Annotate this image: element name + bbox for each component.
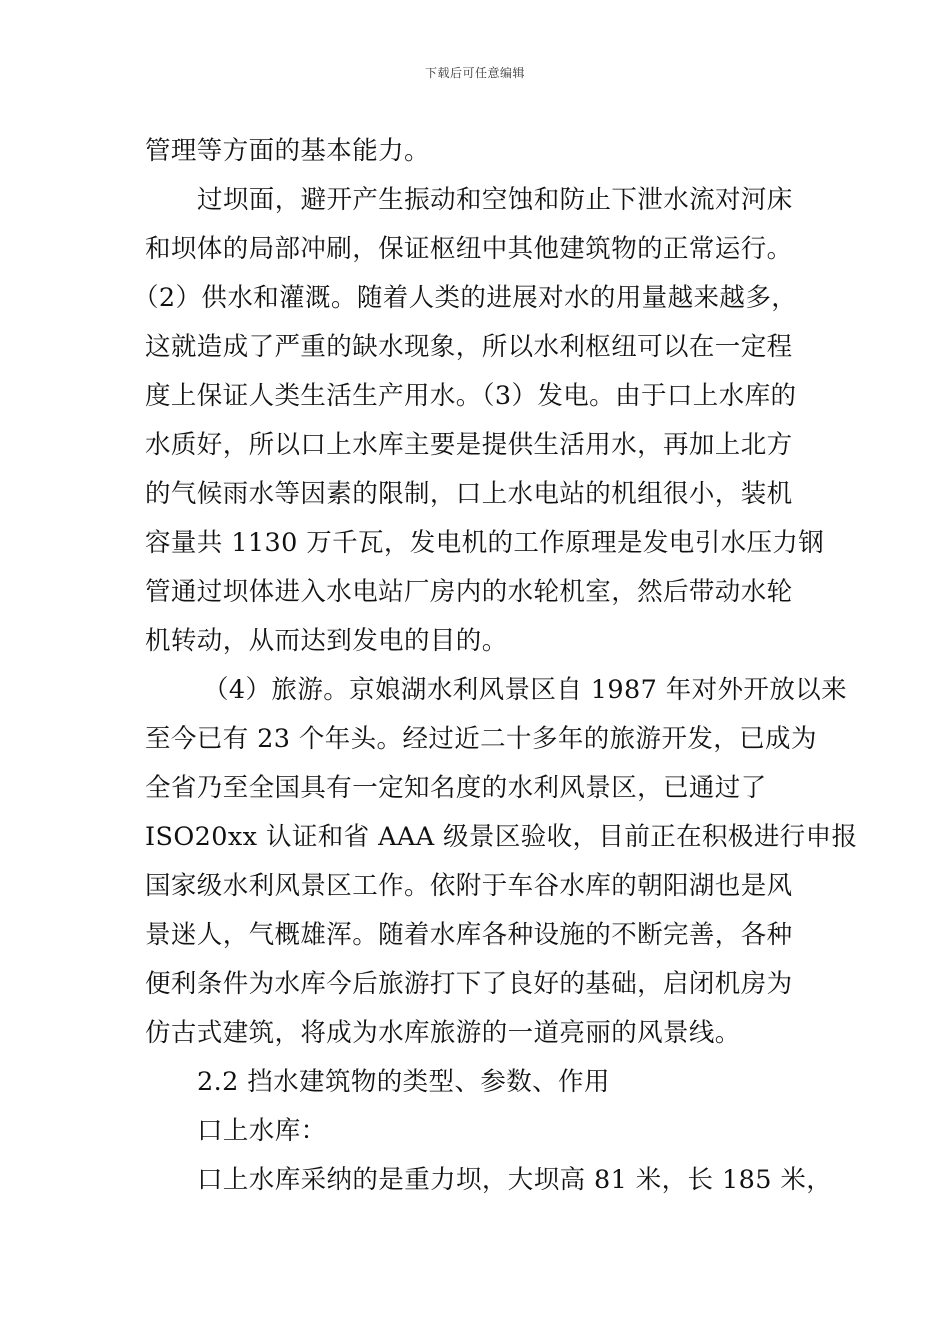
text-line: 国家级水利风景区工作。依附于车谷水库的朝阳湖也是风 <box>145 871 793 901</box>
text-line: 度上保证人类生活生产用水。（3）发电。由于口上水库的 <box>145 381 797 411</box>
text-line: 和坝体的局部冲刷，保证枢纽中其他建筑物的正常运行。 <box>145 234 793 264</box>
text-line: 口上水库： <box>197 1116 327 1146</box>
page-header: 下载后可任意编辑 <box>424 66 525 80</box>
text-line: 口上水库采纳的是重力坝，大坝高 81 米，长 185 米， <box>197 1165 833 1195</box>
text-line: （2）供水和灌溉。随着人类的进展对水的用量越来越多， <box>133 283 798 313</box>
text-line: 管理等方面的基本能力。 <box>145 136 430 166</box>
text-line: （4）旅游。京娘湖水利风景区自 1987 年对外开放以来 <box>203 675 848 705</box>
text-line: 这就造成了严重的缺水现象，所以水利枢纽可以在一定程 <box>145 332 793 362</box>
text-line: 的气候雨水等因素的限制，口上水电站的机组很小，装机 <box>145 479 793 509</box>
text-line: 过坝面，避开产生振动和空蚀和防止下泄水流对河床 <box>197 185 793 215</box>
text-line: 仿古式建筑，将成为水库旅游的一道亮丽的风景线。 <box>145 1018 741 1048</box>
text-line: 便利条件为水库今后旅游打下了良好的基础，启闭机房为 <box>145 969 793 999</box>
text-line: 管通过坝体进入水电站厂房内的水轮机室，然后带动水轮 <box>145 577 793 607</box>
text-line: 水质好，所以口上水库主要是提供生活用水，再加上北方 <box>145 430 793 460</box>
section-heading: 2.2 挡水建筑物的类型、参数、作用 <box>197 1067 610 1097</box>
text-line: 全省乃至全国具有一定知名度的水利风景区，已通过了 <box>145 773 767 803</box>
text-line: 至今已有 23 个年头。经过近二十多年的旅游开发，已成为 <box>145 724 817 754</box>
text-line: 景迷人，气概雄浑。随着水库各种设施的不断完善，各种 <box>145 920 793 950</box>
text-line: ISO20xx 认证和省 AAA 级景区验收，目前正在积极进行申报 <box>145 822 858 852</box>
text-line: 容量共 1130 万千瓦，发电机的工作原理是发电引水压力钢 <box>145 528 825 558</box>
text-line: 机转动，从而达到发电的目的。 <box>145 626 508 656</box>
document-body <box>133 127 858 1205</box>
